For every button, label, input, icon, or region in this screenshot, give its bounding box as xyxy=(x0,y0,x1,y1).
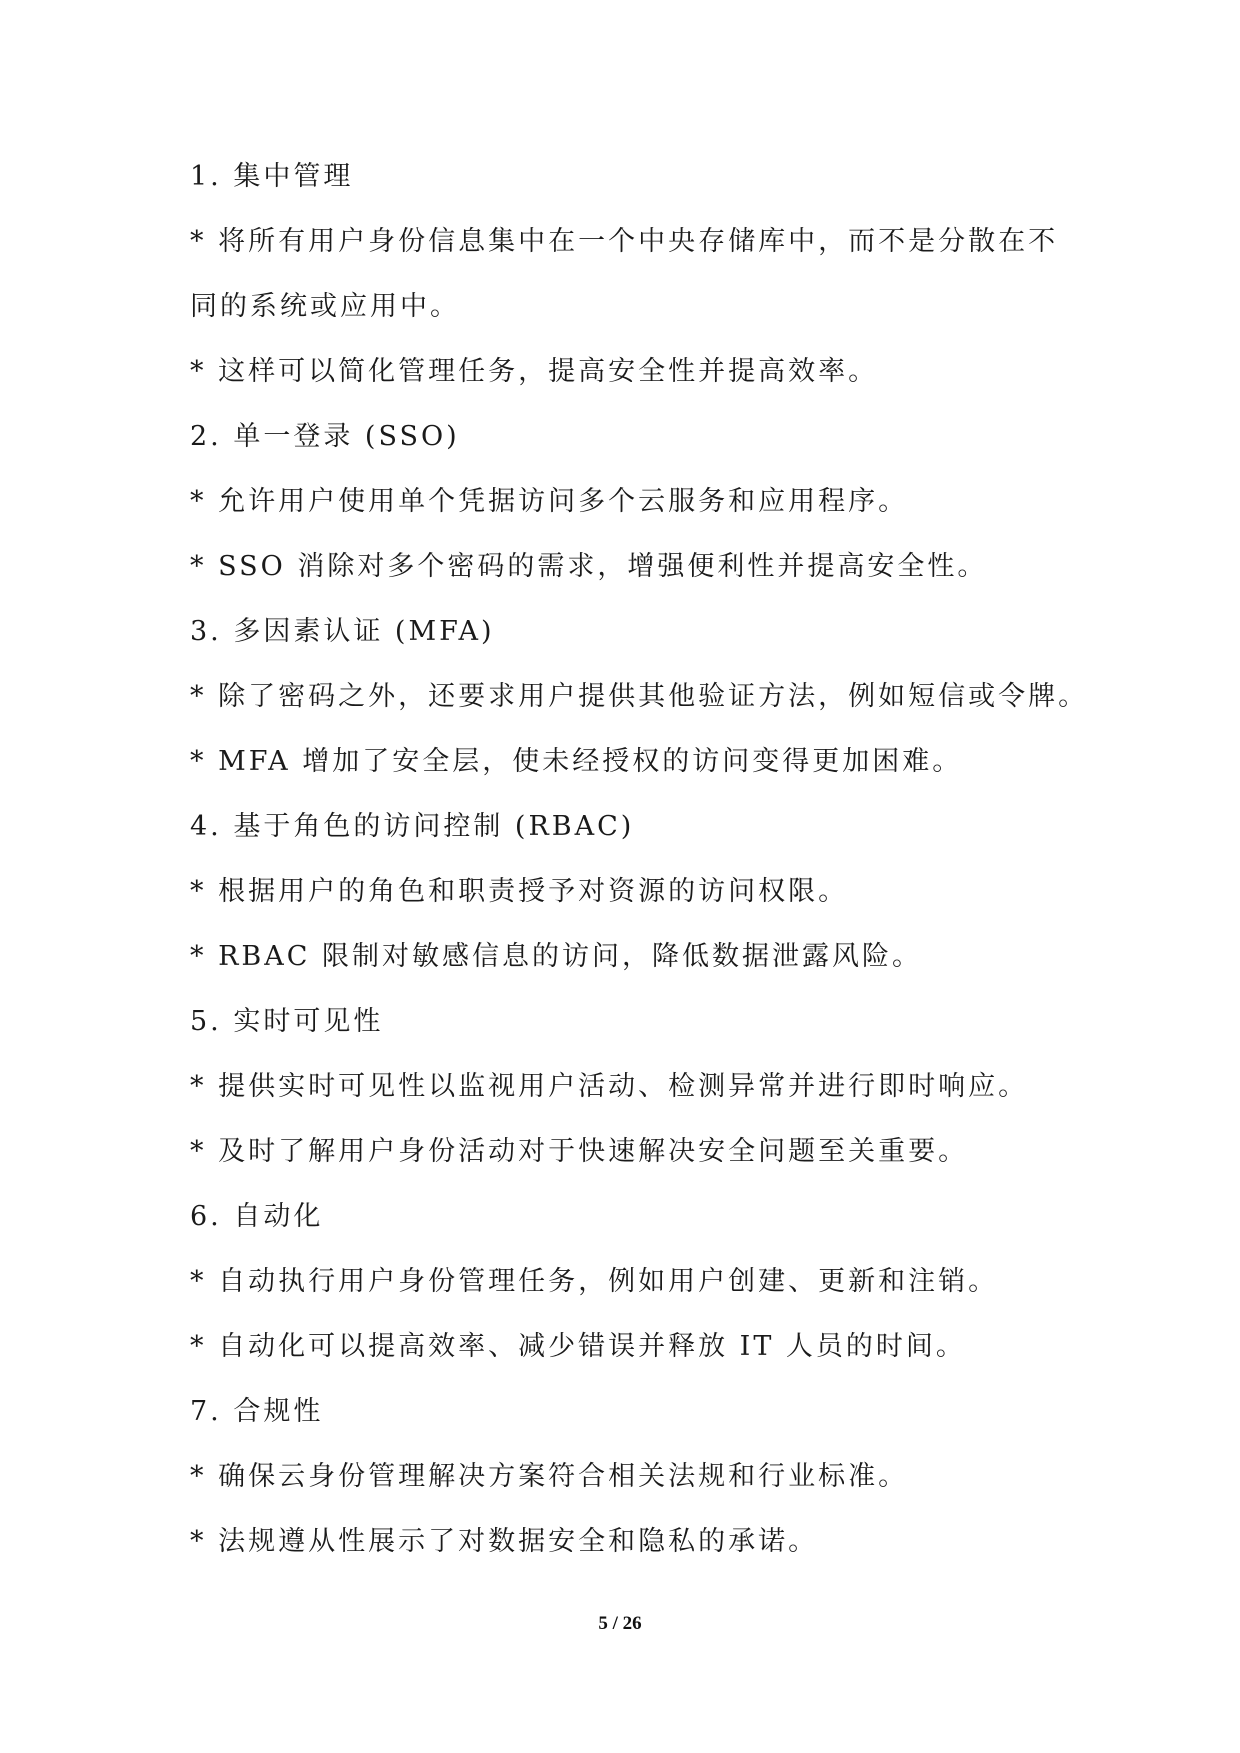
page-number: 5 / 26 xyxy=(598,1613,642,1634)
bullet-line: * SSO 消除对多个密码的需求，增强便利性并提高安全性。 xyxy=(190,551,988,582)
bullet-line: * 将所有用户身份信息集中在一个中央存储库中，而不是分散在不 xyxy=(190,226,1059,257)
bullet-line: * RBAC 限制对敏感信息的访问，降低数据泄露风险。 xyxy=(190,941,922,972)
bullet-line: * MFA 增加了安全层，使未经授权的访问变得更加困难。 xyxy=(190,746,963,777)
section-heading: 1. 集中管理 xyxy=(190,161,354,192)
bullet-line: * 确保云身份管理解决方案符合相关法规和行业标准。 xyxy=(190,1461,909,1492)
section-heading: 5. 实时可见性 xyxy=(190,1006,384,1037)
bullet-line: * 根据用户的角色和职责授予对资源的访问权限。 xyxy=(190,876,849,907)
section-heading: 2. 单一登录 (SSO) xyxy=(190,421,460,452)
section-heading: 4. 基于角色的访问控制 (RBAC) xyxy=(190,811,635,842)
bullet-line-continued: 同的系统或应用中。 xyxy=(190,291,460,322)
bullet-line: * 这样可以简化管理任务，提高安全性并提高效率。 xyxy=(190,356,879,387)
bullet-line: * 自动化可以提高效率、减少错误并释放 IT 人员的时间。 xyxy=(190,1331,966,1362)
bullet-line: * 允许用户使用单个凭据访问多个云服务和应用程序。 xyxy=(190,486,909,517)
section-heading: 6. 自动化 xyxy=(190,1201,324,1232)
section-heading: 7. 合规性 xyxy=(190,1396,324,1427)
document-body xyxy=(190,158,1090,1588)
bullet-line: * 及时了解用户身份活动对于快速解决安全问题至关重要。 xyxy=(190,1136,969,1167)
bullet-line: * 自动执行用户身份管理任务，例如用户创建、更新和注销。 xyxy=(190,1266,999,1297)
bullet-line: * 法规遵从性展示了对数据安全和隐私的承诺。 xyxy=(190,1526,819,1557)
bullet-line: * 提供实时可见性以监视用户活动、检测异常并进行即时响应。 xyxy=(190,1071,1029,1102)
bullet-line: * 除了密码之外，还要求用户提供其他验证方法，例如短信或令牌。 xyxy=(190,681,1089,712)
section-heading: 3. 多因素认证 (MFA) xyxy=(190,616,495,647)
